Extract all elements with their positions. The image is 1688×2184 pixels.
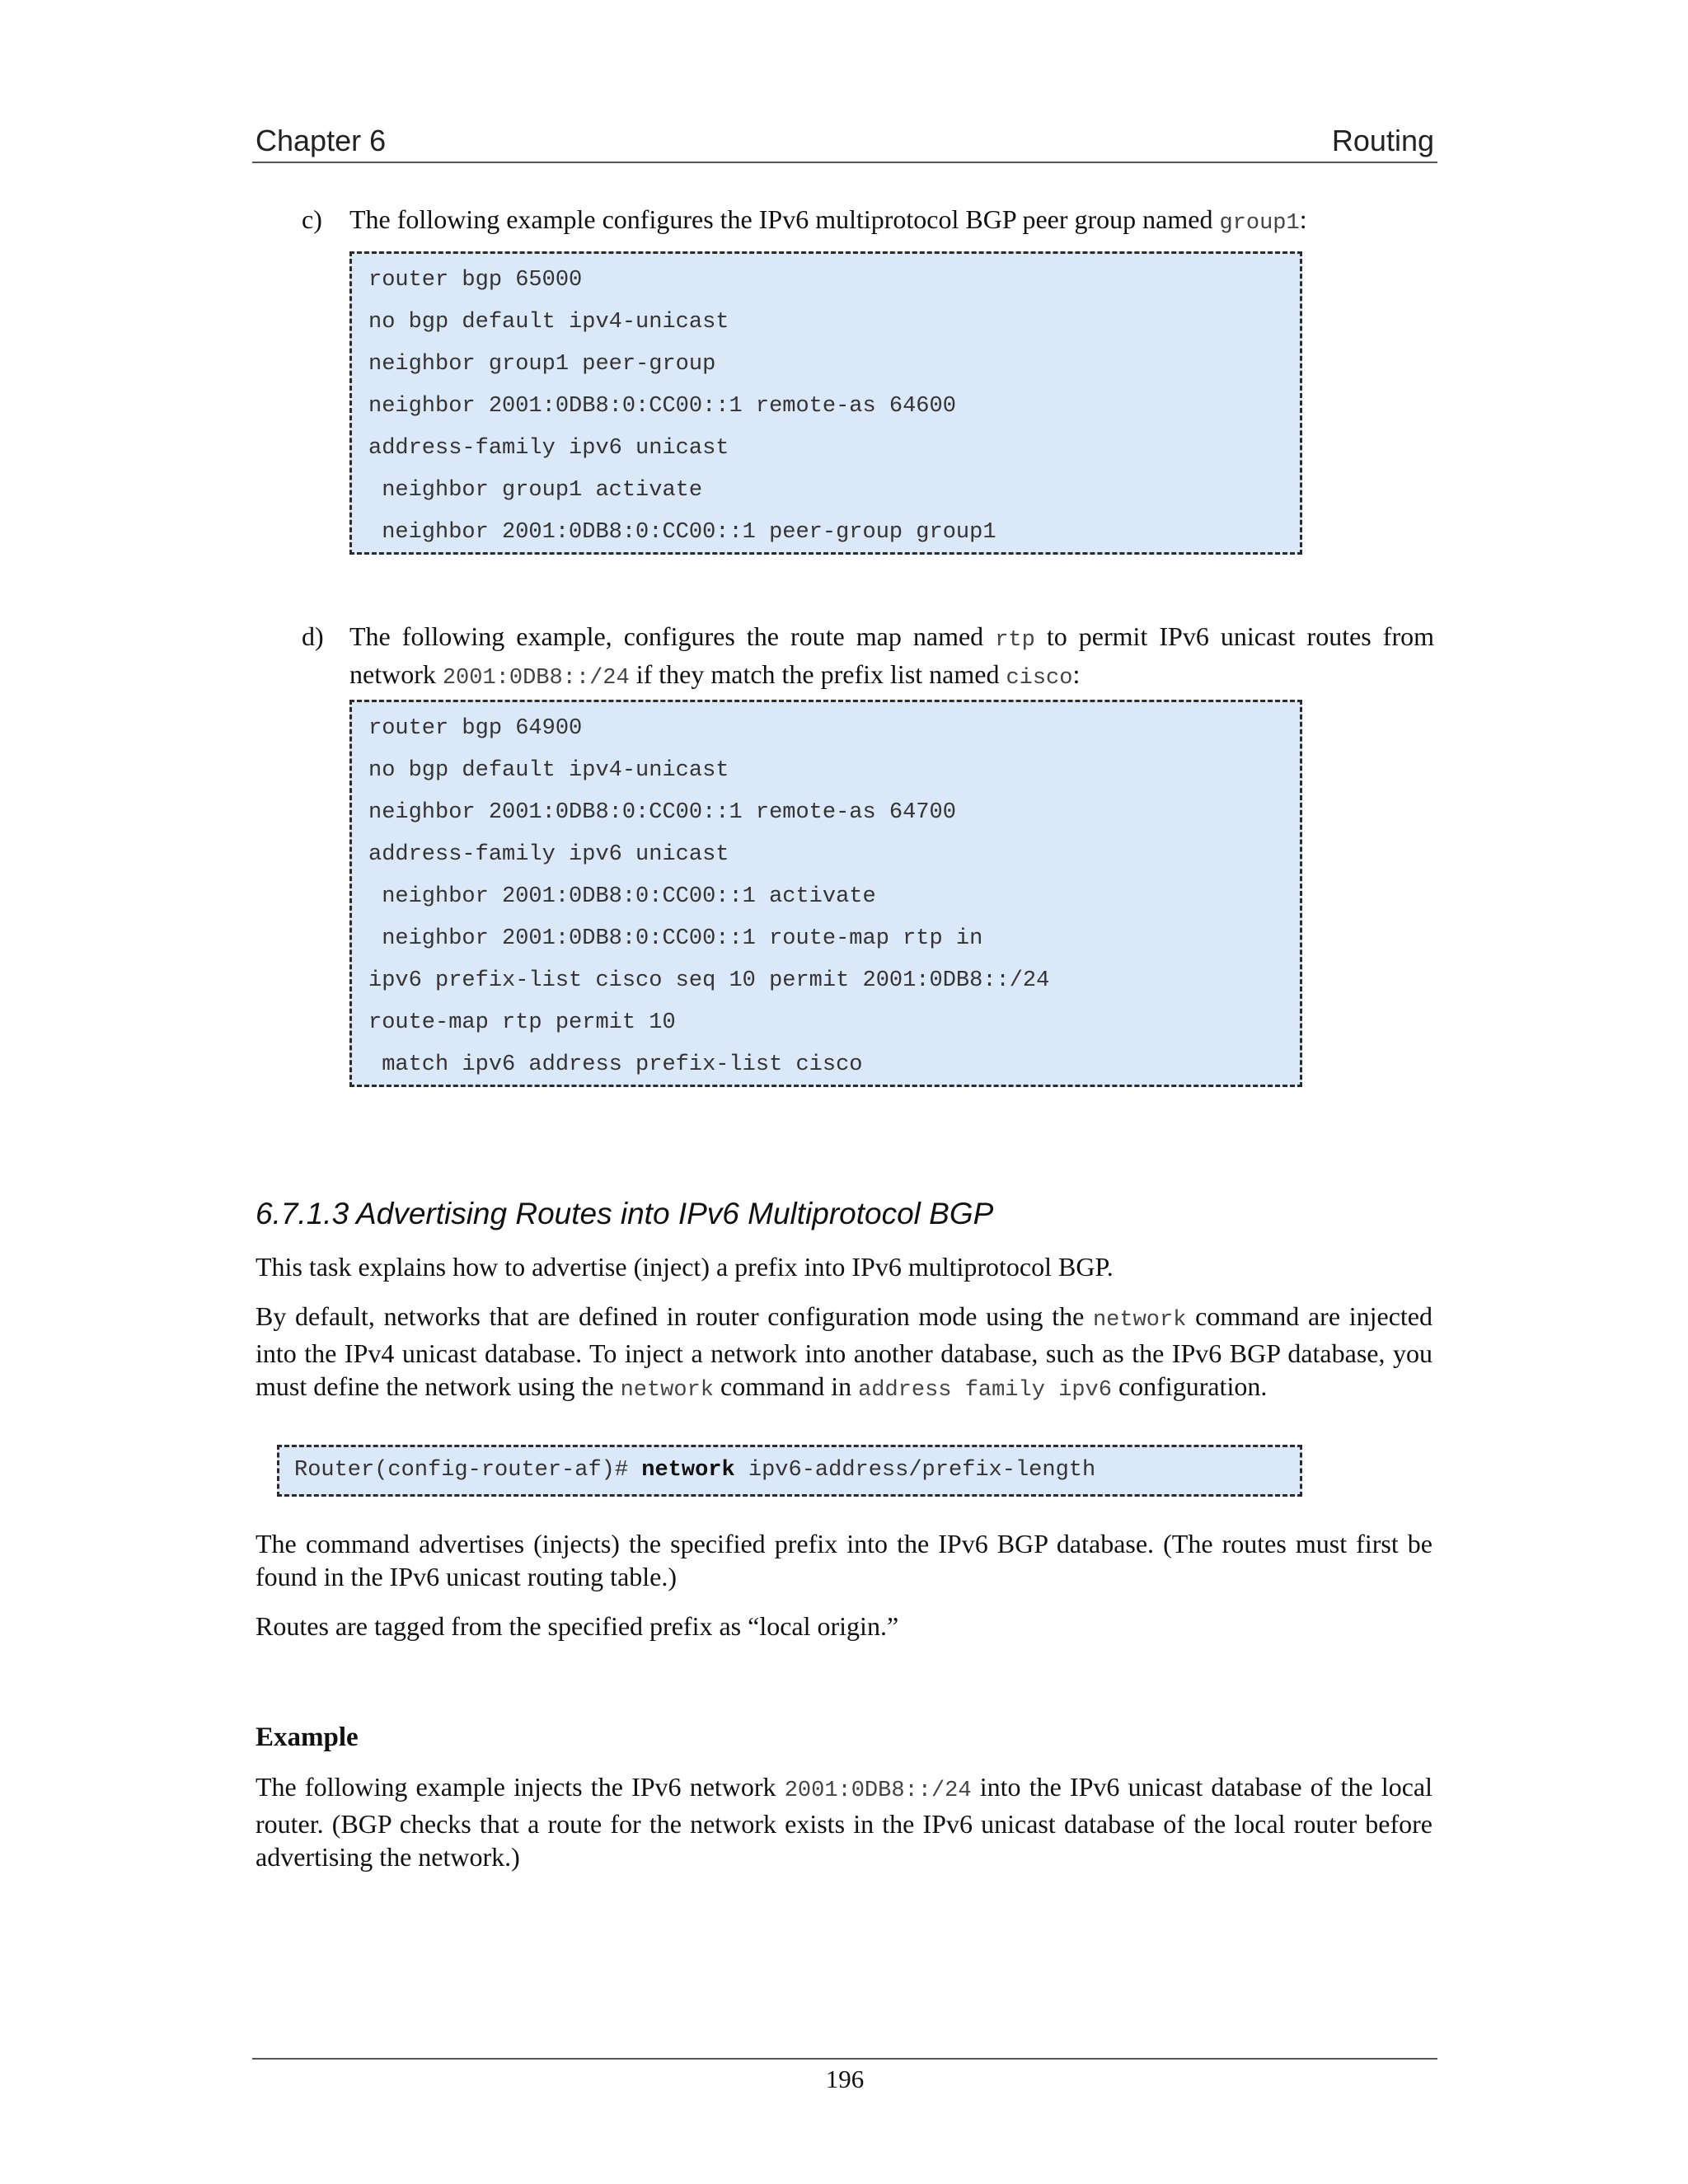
text-run: if they match the prefix list named: [629, 659, 1006, 689]
code-line: neighbor group1 peer-group: [368, 352, 716, 377]
code-line: match ipv6 address prefix-list cisco: [368, 1052, 863, 1077]
inline-code-cisco: cisco: [1006, 666, 1073, 691]
text-run: to permit IPv6 unicast routes from network: [349, 621, 1435, 689]
command-keyword: network: [641, 1458, 735, 1483]
text-run: By default, networks that are defined in router configuration mode using the: [256, 1301, 1093, 1331]
text-run: command are injected into the IPv4 unicast database. To inject a network into another database, such as the IPv6 BGP database, you must define the network using the: [256, 1301, 1433, 1401]
example-paragraph: [256, 1770, 1432, 1873]
inline-code-address-family: address family ipv6: [858, 1378, 1112, 1403]
code-line: address-family ipv6 unicast: [368, 436, 729, 461]
example-heading: Example: [256, 1722, 359, 1752]
text-run: into the IPv6 unicast database of the local router. (BGP checks that a route for the network exists in the IPv6 unicast database of the local router before advertising the network.): [256, 1772, 1432, 1872]
section-paragraph-tagged: Routes are tagged from the specified prefix as “local origin.”: [256, 1611, 899, 1641]
page-header: [252, 124, 1437, 163]
section-heading: 6.7.1.3 Advertising Routes into IPv6 Multiprotocol BGP: [256, 1197, 994, 1230]
code-line: neighbor 2001:0DB8:0:CC00::1 route-map rtp in: [368, 926, 983, 951]
list-item-text: [349, 620, 1434, 696]
list-marker: d): [302, 621, 324, 651]
inline-code-network: 2001:0DB8::/24: [784, 1779, 972, 1803]
code-block-route-map: [349, 700, 1302, 1087]
inline-code-rtp: rtp: [995, 628, 1035, 653]
code-line: neighbor 2001:0DB8:0:CC00::1 remote-as 64600: [368, 394, 956, 419]
code-line: router bgp 64900: [368, 716, 583, 741]
page-number: 196: [825, 2064, 865, 2093]
inline-code-network: 2001:0DB8::/24: [442, 666, 630, 691]
code-line: router bgp 65000: [368, 268, 583, 293]
chapter-title: Routing: [1331, 124, 1434, 157]
inline-code-group: group1: [1219, 211, 1300, 236]
list-item-c: [302, 203, 1434, 241]
list-marker: c): [302, 204, 322, 234]
code-line: neighbor 2001:0DB8:0:CC00::1 peer-group group1: [368, 520, 996, 545]
text-run: The following example configures the IPv6 multiprotocol BGP peer group named: [349, 204, 1220, 234]
list-item-d: [302, 620, 1434, 696]
text-run: The following example injects the IPv6 network: [256, 1772, 785, 1802]
command-prompt: Router(config-router-af)#: [294, 1458, 642, 1483]
code-line: address-family ipv6 unicast: [368, 842, 729, 867]
section-paragraph-advertise: The command advertises (injects) the specified prefix into the IPv6 BGP database. (The routes must first be found in the IPv6 unicast routing table.): [256, 1529, 1432, 1591]
text-run: configuration.: [1111, 1371, 1268, 1401]
section-intro: This task explains how to advertise (inject) a prefix into IPv6 multiprotocol BGP.: [256, 1252, 1114, 1282]
code-line: no bgp default ipv4-unicast: [368, 758, 729, 783]
code-line: ipv6 prefix-list cisco seq 10 permit 2001:0DB8::/24: [368, 968, 1050, 993]
text-run: :: [1299, 204, 1307, 234]
section-paragraph-network: [256, 1300, 1432, 1407]
code-line: neighbor group1 activate: [368, 478, 703, 503]
code-line: neighbor 2001:0DB8:0:CC00::1 activate: [368, 884, 876, 909]
inline-code-network-cmd: network: [1092, 1308, 1187, 1333]
chapter-label: Chapter 6: [256, 124, 387, 157]
code-line: neighbor 2001:0DB8:0:CC00::1 remote-as 64700: [368, 800, 956, 825]
code-line: route-map rtp permit 10: [368, 1010, 676, 1035]
text-run: command in: [714, 1371, 859, 1401]
page-footer: [252, 2058, 1437, 2094]
text-run: :: [1072, 659, 1081, 689]
inline-code-network-cmd: network: [620, 1378, 714, 1403]
code-block-peer-group: [349, 251, 1302, 555]
command-syntax-box: [277, 1445, 1302, 1497]
command-arguments: ipv6-address/prefix-length: [734, 1458, 1096, 1483]
list-item-text: [349, 203, 1434, 241]
code-line: no bgp default ipv4-unicast: [368, 310, 729, 335]
text-run: The following example, configures the route map named: [349, 621, 996, 651]
